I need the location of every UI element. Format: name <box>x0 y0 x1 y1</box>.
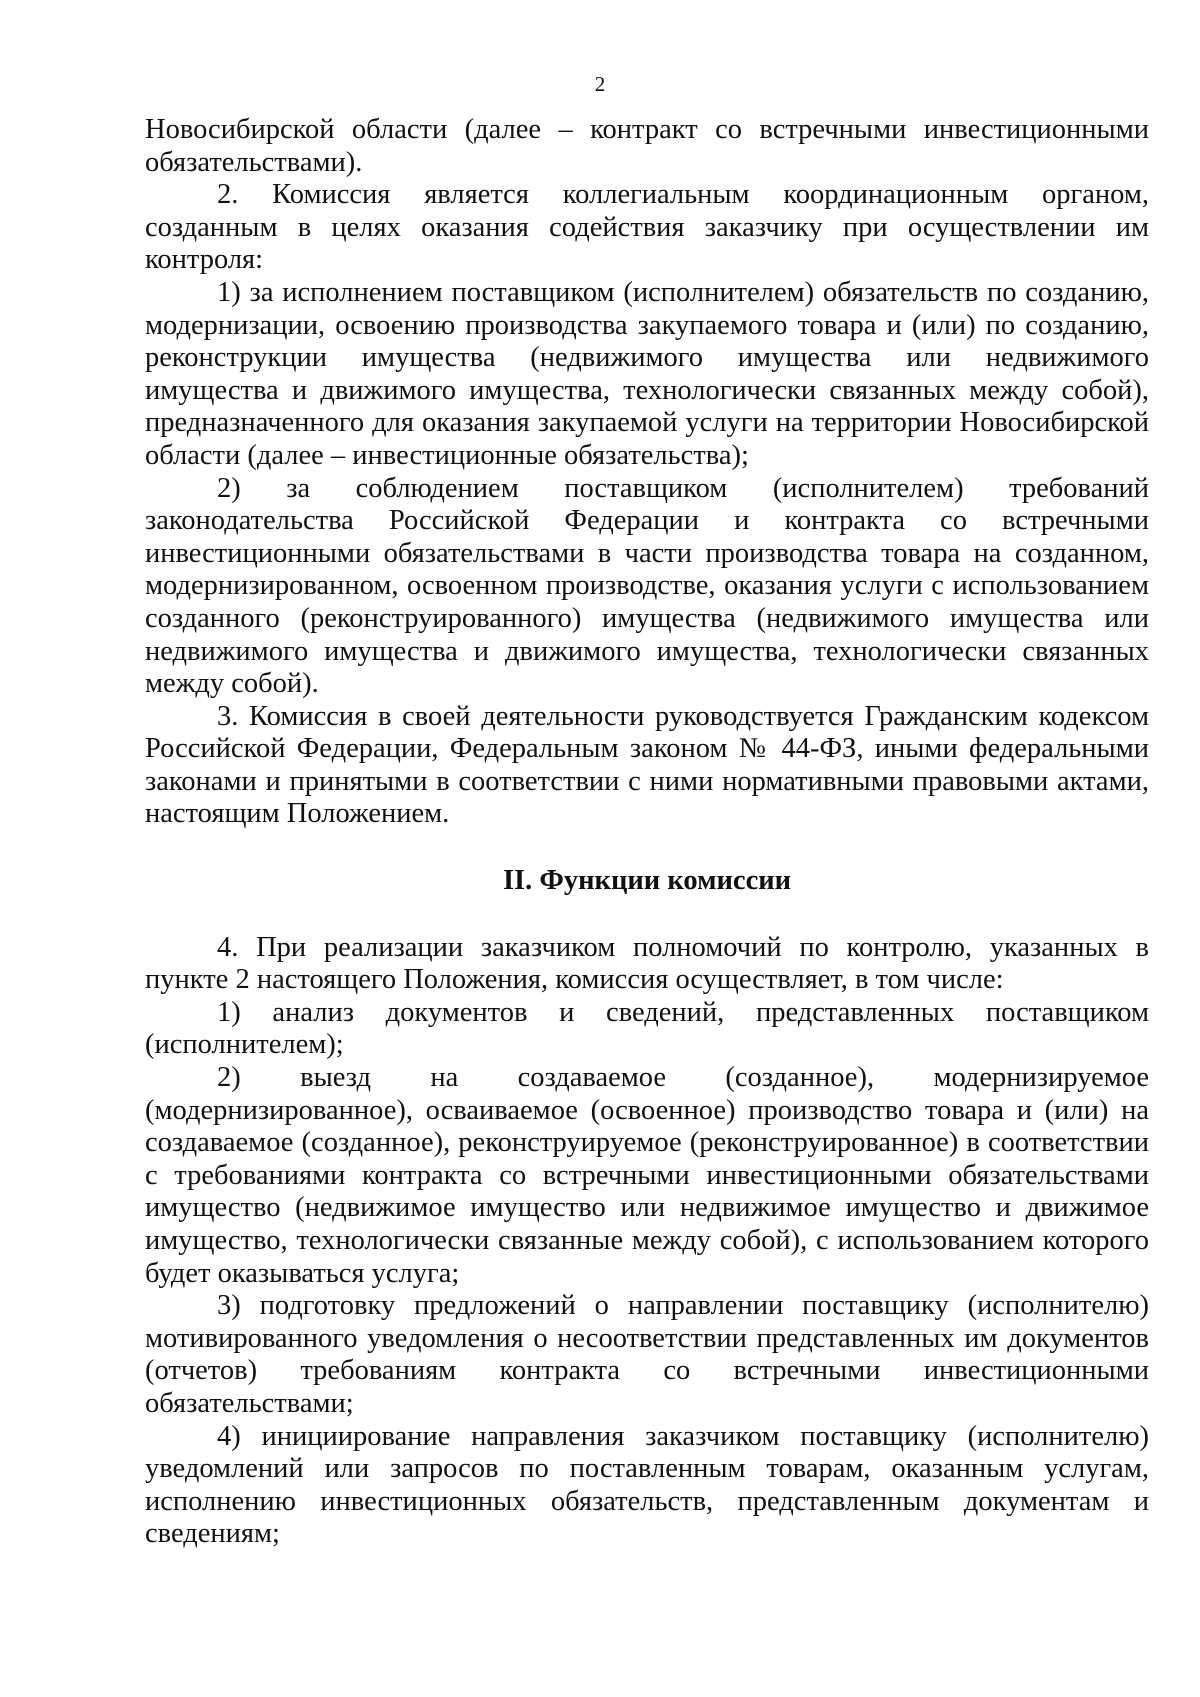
paragraph-subitem-2-1: 1) за исполнением поставщиком (исполнителем) обязательств по созданию, модернизации, освоению производства закупаемого товара и (или) по созданию, реконструкции имущества (недвижимого имущества или недвижимого имущества и движимого имущества, технологически связанных между собой), предназначенного для оказания закупаемой услуги на территории Новосибирской области (далее – инвестиционные обязательства); <box>145 276 1149 471</box>
page-number: 2 <box>594 72 606 96</box>
paragraph-subitem-2-2: 2) за соблюдением поставщиком (исполнителем) требований законодательства Российской Федерации и контракта со встречными инвестиционными обязательствами в части производства товара на созданном, модернизированном, освоенном производстве, оказания услуги с использованием созданного (реконструированного) имущества (недвижимого имущества или недвижимого имущества и движимого имущества, технологически связанных между собой). <box>145 472 1149 700</box>
paragraph-continuation: Новосибирской области (далее – контракт со встречными инвестиционными обязательствами). <box>145 114 1149 178</box>
paragraph-item-4: 4. При реализации заказчиком полномочий по контролю, указанных в пункте 2 настоящего Положения, комиссия осуществляет, в том числе: <box>145 931 1149 996</box>
paragraph-subitem-4-2: 2) выезд на создаваемое (созданное), модернизируемое (модернизированное), осваиваемое (освоенное) производство товара и (или) на создаваемое (созданное), реконструируемое (реконструированное) в соответствии с требованиями контракта со встречными инвестиционными обязательствами имущество (недвижимое имущество или недвижимое имущество и движимое имущество, технологически связанные между собой), с использованием которого будет оказываться услуга; <box>145 1062 1149 1289</box>
document-body <box>145 114 1149 1551</box>
paragraph-item-3: 3. Комиссия в своей деятельности руководствуется Гражданским кодексом Российской Федерации, Федеральным законом № 44-ФЗ, иными федеральными законами и принятыми в соответствии с ними нормативными правовыми актами, настоящим Положением. <box>145 700 1149 830</box>
section-heading: II. Функции комиссии <box>502 865 792 897</box>
paragraph-item-2: 2. Комиссия является коллегиальным координационным органом, созданным в целях оказания содействия заказчику при осуществлении им контроля: <box>145 179 1149 276</box>
paragraph-subitem-4-4: 4) инициирование направления заказчиком поставщику (исполнителю) уведомлений или запросов по поставленным товарам, оказанным услугам, исполнению инвестиционных обязательств, представленным документам и сведениям; <box>145 1420 1149 1550</box>
paragraph-subitem-4-1: 1) анализ документов и сведений, представленных поставщиком (исполнителем); <box>145 996 1149 1061</box>
paragraph-subitem-4-3: 3) подготовку предложений о направлении поставщику (исполнителю) мотивированного уведомления о несоответствии представленных им документов (отчетов) требованиям контракта со встречными инвестиционными обязательствами; <box>145 1290 1149 1419</box>
